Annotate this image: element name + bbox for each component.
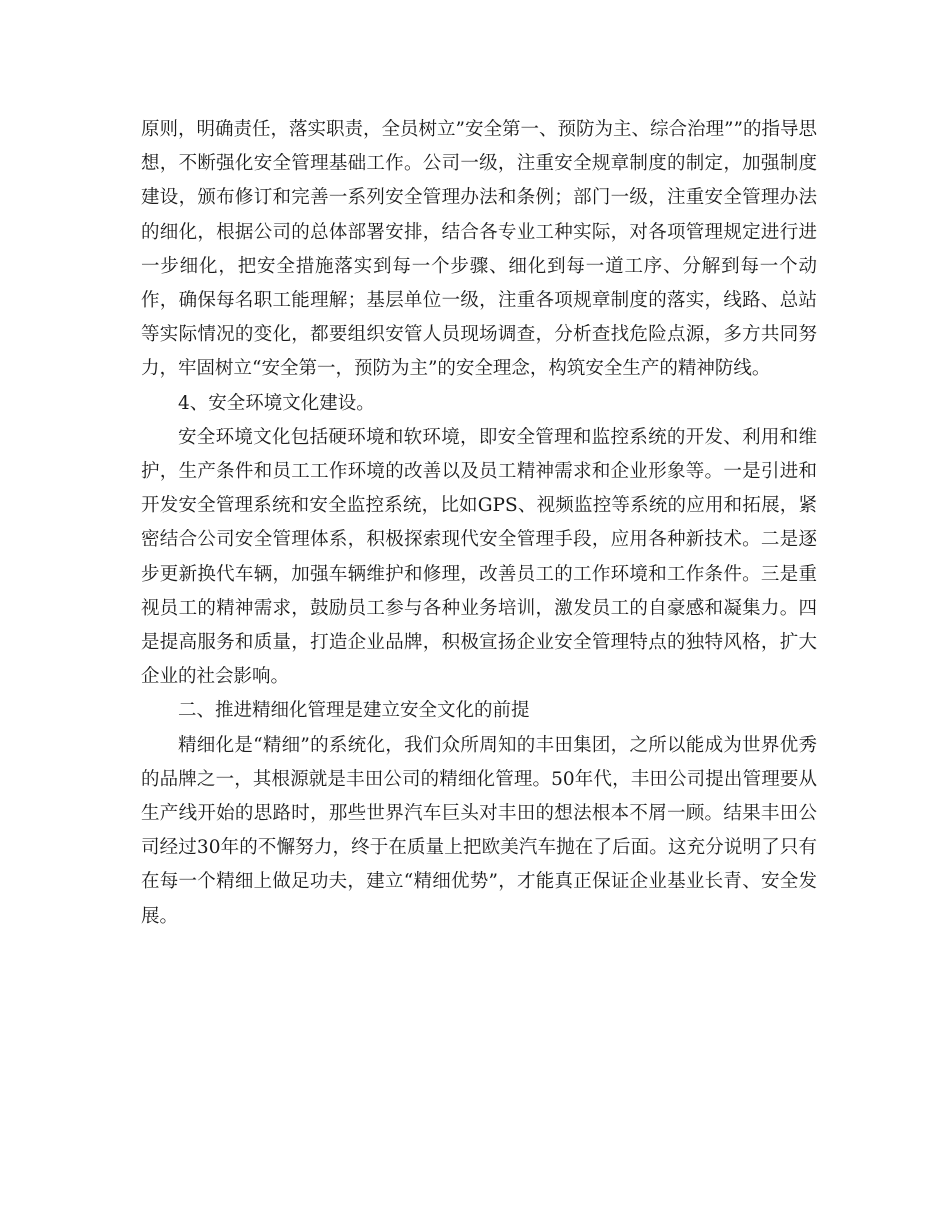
- paragraph-3: 安全环境文化包括硬环境和软环境，即安全管理和监控系统的开发、利用和维护，生产条件和员工工作环境的改善以及员工精神需求和企业形象等。一是引进和开发安全管理系统和安全监控系统，比如GPS、视频监控等系统的应用和拓展，紧密结合公司安全管理体系，积极探索现代安全管理手段，应用各种新技术。二是逐步更新换代车辆，加强车辆维护和修理，改善员工的工作环境和工作条件。三是重视员工的精神需求，鼓励员工参与各种业务培训，激发员工的自豪感和凝集力。四是提高服务和质量，打造企业品牌，积极宣扬企业安全管理特点的独特风格，扩大企业的社会影响。: [141, 426, 817, 688]
- document-body: [141, 113, 817, 934]
- section-heading-refined-management: 二、推进精细化管理是建立安全文化的前提: [178, 700, 530, 722]
- paragraph-5: 精细化是“精细”的系统化，我们众所周知的丰田集团，之所以能成为世界优秀的品牌之一，其根源就是丰田公司的精细化管理。50年代，丰田公司提出管理要从生产线开始的思路时，那些世界汽车巨头对丰田的想法根本不屑一顾。结果丰田公司经过30年的不懈努力，终于在质量上把欧美汽车抛在了后面。这充分说明了只有在每一个精细上做足功夫，建立“精细优势”，才能真正保证企业基业长青、安全发展。: [141, 734, 817, 927]
- section-heading-safety-environment: 4、安全环境文化建设。: [178, 392, 375, 414]
- paragraph-1: 原则，明确责任，落实职责，全员树立”安全第一、预防为主、综合治理””的指导思想，不断强化安全管理基础工作。公司一级，注重安全规章制度的制定，加强制度建设，颁布修订和完善一系列安全管理办法和条例；部门一级，注重安全管理办法的细化，根据公司的总体部署安排，结合各专业工种实际，对各项管理规定进行进一步细化，把安全措施落实到每一个步骤、细化到每一道工序、分解到每一个动作，确保每名职工能理解；基层单位一级，注重各项规章制度的落实，线路、总站等实际情况的变化，都要组织安管人员现场调查，分析查找危险点源，多方共同努力，牢固树立“安全第一，预防为主”的安全理念，构筑安全生产的精神防线。: [141, 119, 817, 380]
